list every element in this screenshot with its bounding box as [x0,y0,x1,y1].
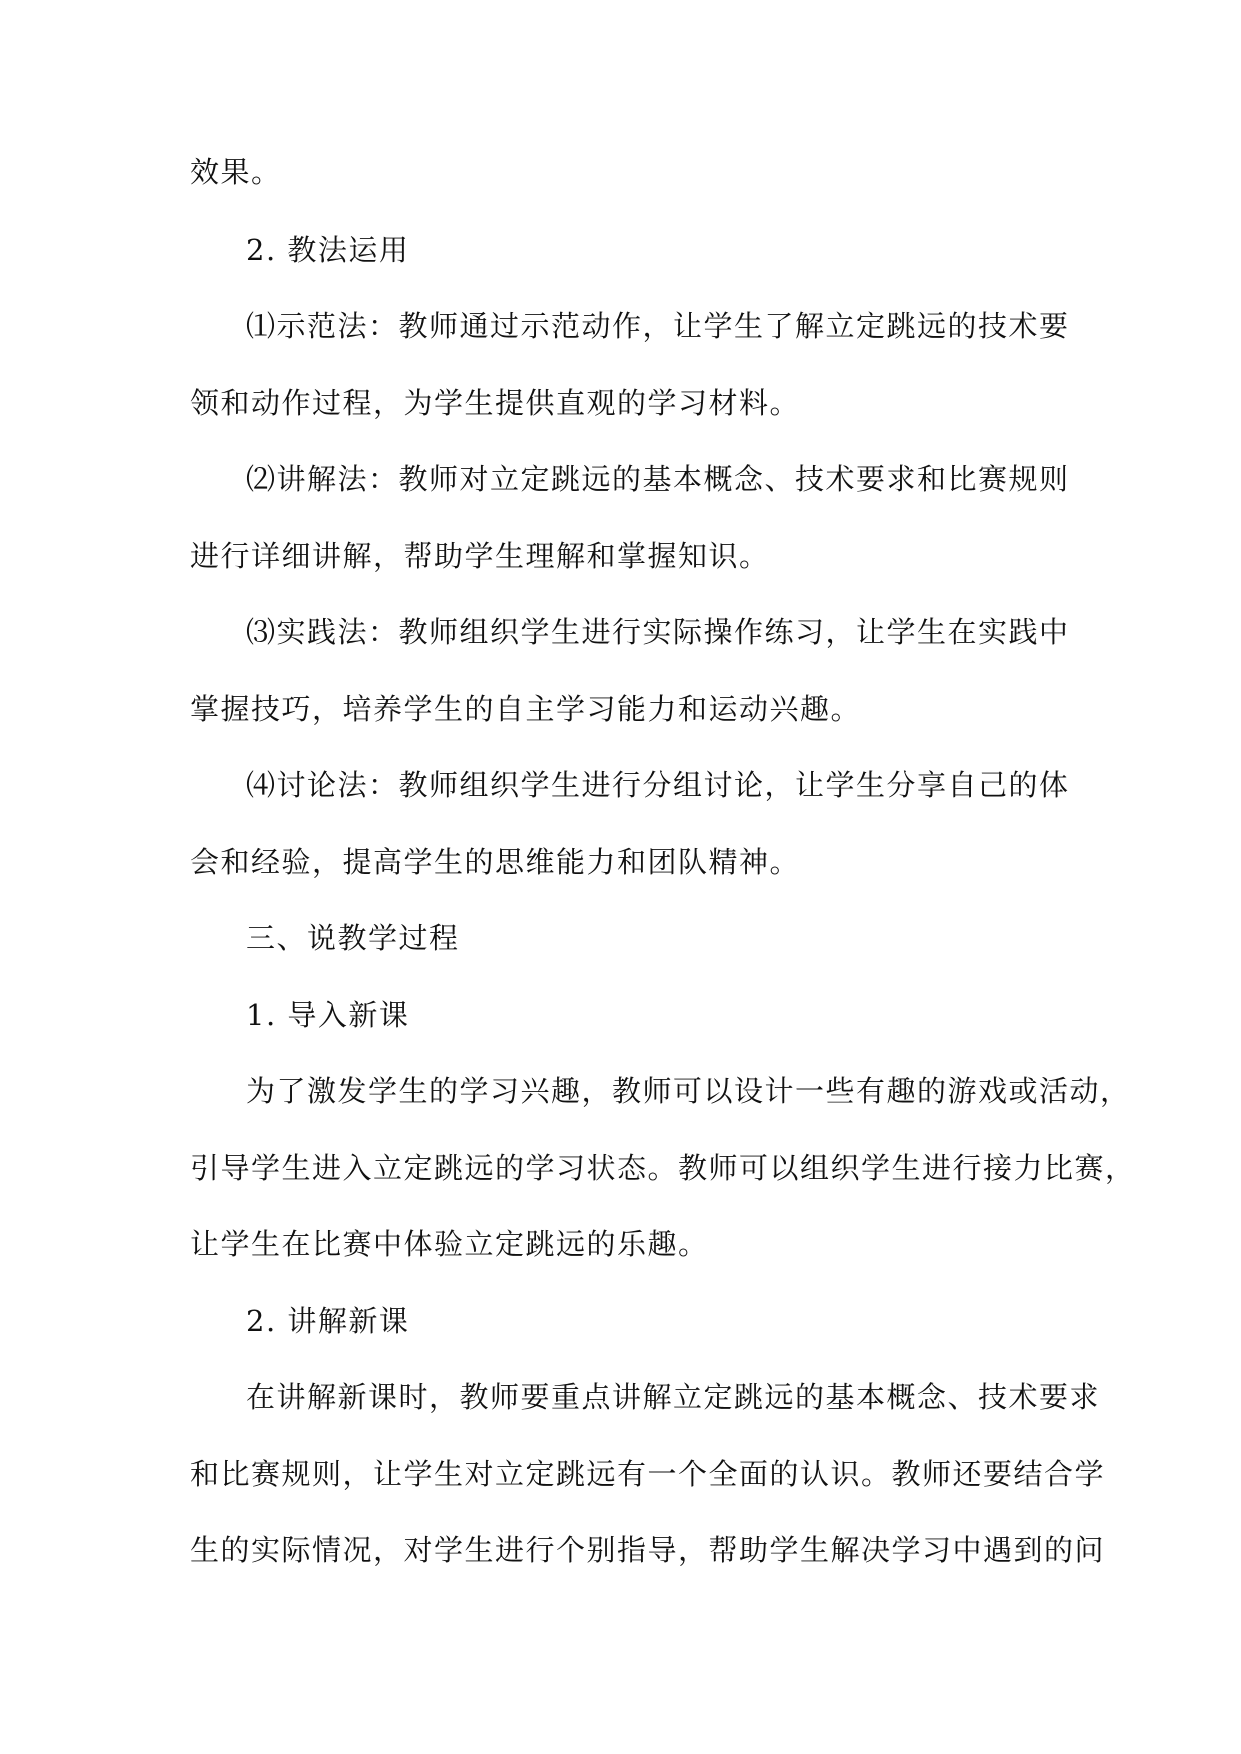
paragraph-line: 生的实际情况，对学生进行个别指导，帮助学生解决学习中遇到的问 [190,1533,1106,1567]
paragraph-line: 和比赛规则，让学生对立定跳远有一个全面的认识。教师还要结合学 [190,1457,1106,1491]
paragraph-line: ⑵讲解法：教师对立定跳远的基本概念、技术要求和比赛规则 [246,462,1070,496]
paragraph-line: 会和经验，提高学生的思维能力和团队精神。 [190,845,801,879]
paragraph-line: 引导学生进入立定跳远的学习状态。教师可以组织学生进行接力比赛， [190,1151,1136,1185]
paragraph-line: ⑷讨论法：教师组织学生进行分组讨论，让学生分享自己的体 [246,768,1070,802]
paragraph-line: 进行详细讲解，帮助学生理解和掌握知识。 [190,539,770,573]
paragraph-line: 掌握技巧，培养学生的自主学习能力和运动兴趣。 [190,692,862,726]
paragraph-line: 在讲解新课时，教师要重点讲解立定跳远的基本概念、技术要求 [246,1380,1101,1414]
paragraph-line: ⑶实践法：教师组织学生进行实际操作练习，让学生在实践中 [246,615,1070,649]
section-heading: 2. 讲解新课 [246,1304,410,1338]
paragraph-line: 为了激发学生的学习兴趣，教师可以设计一些有趣的游戏或活动， [246,1074,1131,1108]
section-heading: 三、说教学过程 [246,921,460,955]
paragraph-line: 效果。 [190,155,282,189]
section-heading: 2. 教法运用 [246,233,410,267]
paragraph-line: ⑴示范法：教师通过示范动作，让学生了解立定跳远的技术要 [246,309,1070,343]
paragraph-line: 让学生在比赛中体验立定跳远的乐趣。 [190,1227,709,1261]
section-heading: 1. 导入新课 [246,998,410,1032]
paragraph-line: 领和动作过程，为学生提供直观的学习材料。 [190,386,801,420]
